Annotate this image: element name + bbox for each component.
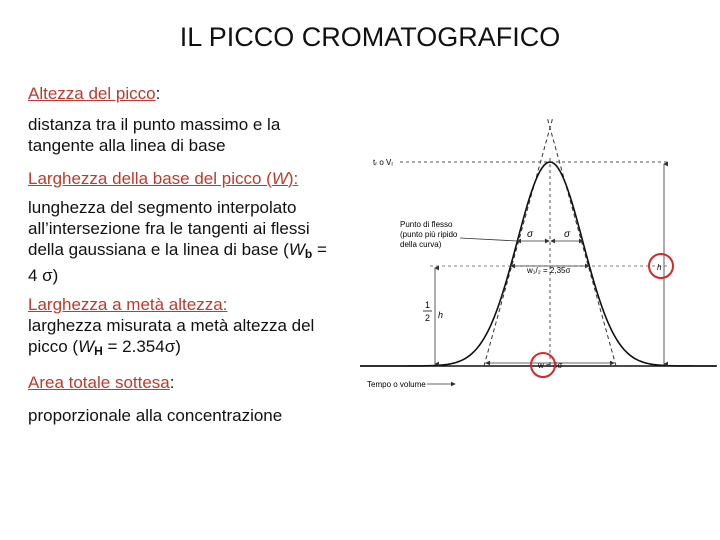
heading-half-width: Larghezza a metà altezza: [28,295,228,314]
base-width-label: w = 4σ [538,361,563,370]
height-label: h [657,263,662,272]
inflection-label-3: della curva) [400,240,442,249]
sigma-left-label: σ [527,229,534,240]
inflection-label-1: Punto di flesso [400,220,453,229]
desc-area: proporzionale alla concentrazione [28,406,283,425]
half-num: 1 [425,300,431,310]
half-width-label: w₁/₂ = 2,35σ [527,266,571,275]
heading-area: Area totale sottesa: [28,373,175,392]
slide-title: IL PICCO CROMATOGRAFICO [179,22,561,52]
right-tangent [547,117,616,366]
half-den: 2 [425,313,431,323]
x-axis-label: Tempo o volume [367,380,426,389]
desc-base-width: lunghezza del segmento interpolato all’intersezione fra le tangenti ai flessi della gaussiana e la linea di base ($W_b = 4$ σ) [28,198,327,285]
text-column [28,83,328,426]
gaussian-curve [360,162,716,366]
inflection-label-2: (punto più ripido [400,230,458,239]
heading-peak-height: Altezza del picco: [28,84,161,103]
heading-base-width: Larghezza della base del picco (W): [28,169,299,188]
sigma-right-label: σ [564,229,571,240]
half-h: h [438,310,444,320]
inflection-pointer [460,238,517,241]
desc-half-width: larghezza misurata a metà altezza del picco $(W_H = 2.354\sigma)$ [28,316,315,358]
chromatographic-peak-diagram [355,110,720,400]
left-tangent [484,117,553,366]
tr-label: tᵣ o Vᵣ [373,158,394,167]
desc-peak-height: distanza tra il punto massimo e la tangente alla linea di base [28,115,281,155]
